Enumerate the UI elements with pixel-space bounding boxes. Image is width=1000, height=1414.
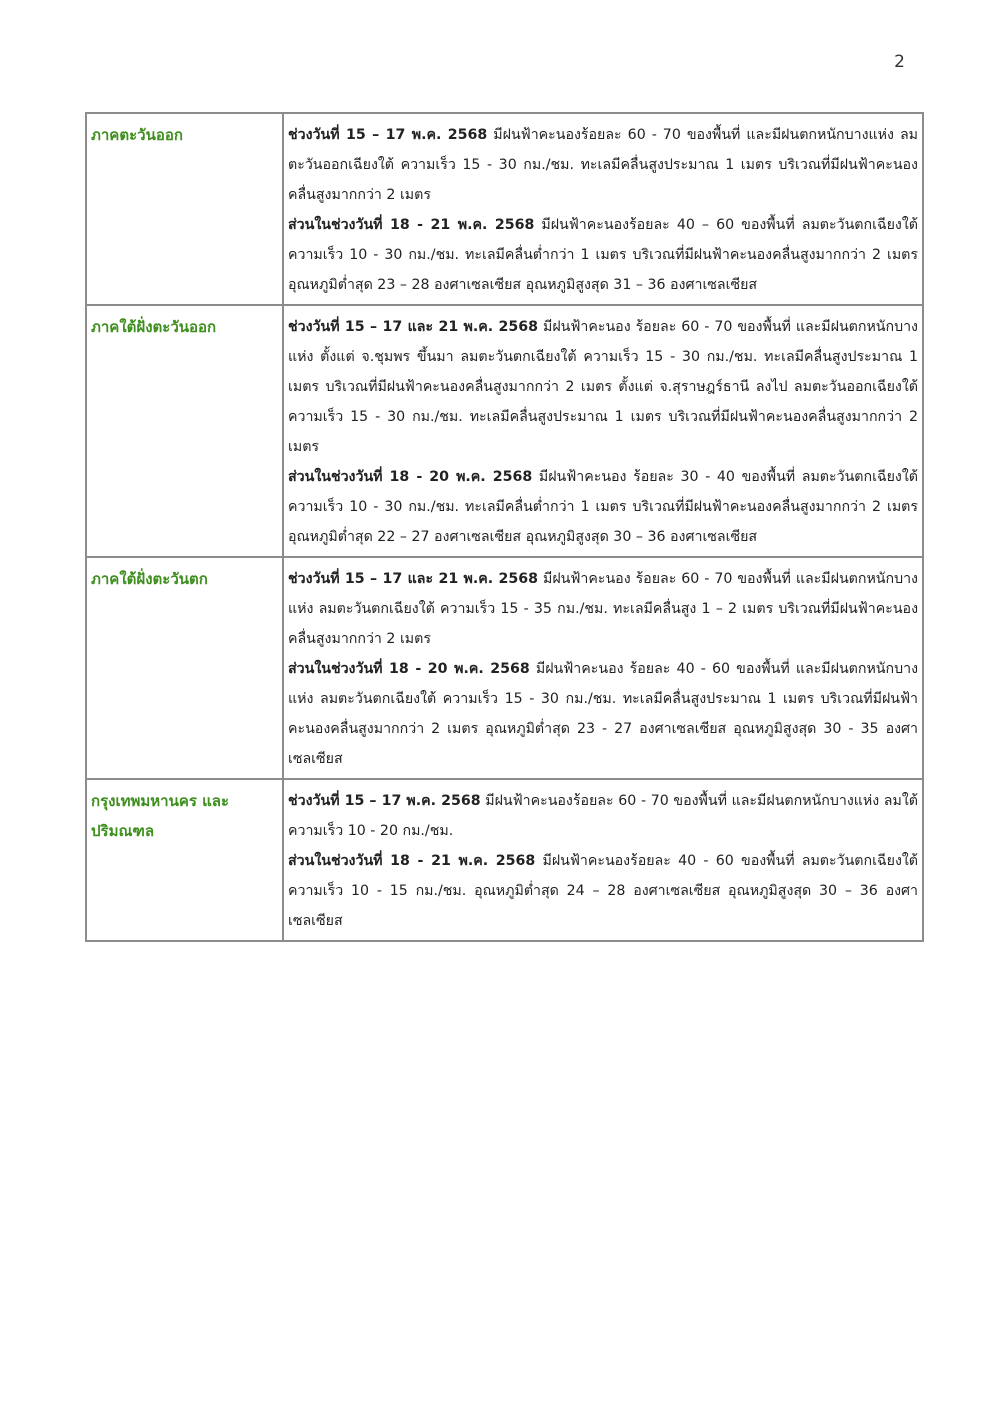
period-lead: ช่วงวันที่ 15 – 17 พ.ค. 2568 bbox=[288, 793, 481, 809]
forecast-text: มีฝนฟ้าคะนองร้อยละ 40 - 60 ของพื้นที่ ลมตะวันตกเฉียงใต้ ความเร็ว 10 - 15 กม./ชม. อุณหภูมิต่ำสุด 24 – 28 องศาเซลเซียส อุณหภูมิสูงสุด 30 – 36 องศาเซลเซียส bbox=[288, 853, 919, 929]
period-lead: ช่วงวันที่ 15 – 17 และ 21 พ.ค. 2568 bbox=[288, 571, 539, 587]
period-lead: ช่วงวันที่ 15 – 17 พ.ค. 2568 bbox=[288, 127, 488, 143]
forecast-table bbox=[85, 112, 924, 942]
forecast-text: มีฝนฟ้าคะนอง ร้อยละ 60 - 70 ของพื้นที่ และมีฝนตกหนักบางแห่ง ตั้งแต่ จ.ชุมพร ขึ้นมา ลมตะวันตกเฉียงใต้ ความเร็ว 15 - 30 กม./ชม. ทะเลมีคลื่นสูงประมาณ 1 เมตร บริเวณที่มีฝนฟ้าคะนองคลื่นสูงมากกว่า 2 เมตร ตั้งแต่ จ.สุราษฎร์ธานี ลงไป ลมตะวันออกเฉียงใต้ ความเร็ว 15 - 30 กม./ชม. ทะเลมีคลื่นสูงประมาณ 1 เมตร บริเวณที่มีฝนฟ้าคะนองคลื่นสูงมากกว่า 2 เมตร bbox=[288, 319, 918, 455]
forecast-paragraph bbox=[288, 312, 918, 462]
table-row bbox=[86, 779, 923, 941]
forecast-text: มีฝนฟ้าคะนองร้อยละ 40 – 60 ของพื้นที่ ลมตะวันตกเฉียงใต้ ความเร็ว 10 - 30 กม./ชม. ทะเลมีคลื่นต่ำกว่า 1 เมตร บริเวณที่มีฝนฟ้าคะนองคลื่นสูงมากกว่า 2 เมตร อุณหภูมิต่ำสุด 23 – 28 องศาเซลเซียส อุณหภูมิสูงสุด 31 – 36 องศาเซลเซียส bbox=[288, 217, 919, 293]
table-row bbox=[86, 557, 923, 779]
table-row bbox=[86, 113, 923, 305]
region-name: กรุงเทพมหานคร และปริมณฑล bbox=[86, 779, 283, 941]
period-lead: ส่วนในช่วงวันที่ 18 - 20 พ.ค. 2568 bbox=[288, 661, 530, 677]
forecast-detail bbox=[283, 113, 923, 305]
forecast-paragraph bbox=[288, 654, 918, 774]
forecast-detail bbox=[283, 557, 923, 779]
period-lead: ส่วนในช่วงวันที่ 18 - 21 พ.ค. 2568 bbox=[288, 853, 536, 869]
forecast-text: มีฝนฟ้าคะนอง ร้อยละ 30 - 40 ของพื้นที่ ลมตะวันตกเฉียงใต้ ความเร็ว 10 - 30 กม./ชม. ทะเลมีคลื่นต่ำกว่า 1 เมตร บริเวณที่มีฝนฟ้าคะนองคลื่นสูงมากกว่า 2 เมตร อุณหภูมิต่ำสุด 22 – 27 องศาเซลเซียส อุณหภูมิสูงสุด 30 – 36 องศาเซลเซียส bbox=[288, 469, 918, 545]
region-name: ภาคตะวันออก bbox=[86, 113, 283, 305]
forecast-paragraph bbox=[288, 210, 918, 300]
forecast-text: มีฝนฟ้าคะนองร้อยละ 60 - 70 ของพื้นที่ และมีฝนตกหนักบางแห่ง ลมใต้ ความเร็ว 10 - 20 กม./ชม. bbox=[288, 793, 918, 839]
forecast-paragraph bbox=[288, 564, 918, 654]
period-lead: ส่วนในช่วงวันที่ 18 - 20 พ.ค. 2568 bbox=[288, 469, 533, 485]
forecast-text: มีฝนฟ้าคะนอง ร้อยละ 60 - 70 ของพื้นที่ และมีฝนตกหนักบางแห่ง ลมตะวันตกเฉียงใต้ ความเร็ว 15 - 35 กม./ชม. ทะเลมีคลื่นสูง 1 – 2 เมตร บริเวณที่มีฝนฟ้าคะนองคลื่นสูงมากกว่า 2 เมตร bbox=[288, 571, 918, 647]
period-lead: ส่วนในช่วงวันที่ 18 - 21 พ.ค. 2568 bbox=[288, 217, 535, 233]
period-lead: ช่วงวันที่ 15 – 17 และ 21 พ.ค. 2568 bbox=[288, 319, 539, 335]
forecast-paragraph bbox=[288, 846, 918, 936]
forecast-text: มีฝนฟ้าคะนอง ร้อยละ 40 - 60 ของพื้นที่ และมีฝนตกหนักบางแห่ง ลมตะวันตกเฉียงใต้ ความเร็ว 15 - 30 กม./ชม. ทะเลมีคลื่นสูงประมาณ 1 เมตร บริเวณที่มีฝนฟ้าคะนองคลื่นสูงมากกว่า 2 เมตร อุณหภูมิต่ำสุด 23 - 27 องศาเซลเซียส อุณหภูมิสูงสุด 30 - 35 องศาเซลเซียส bbox=[288, 661, 918, 767]
page-number: 2 bbox=[894, 52, 905, 72]
table-row bbox=[86, 305, 923, 557]
forecast-detail bbox=[283, 779, 923, 941]
forecast-paragraph bbox=[288, 786, 918, 846]
region-name: ภาคใต้ฝั่งตะวันตก bbox=[86, 557, 283, 779]
forecast-paragraph bbox=[288, 462, 918, 552]
forecast-detail bbox=[283, 305, 923, 557]
region-name: ภาคใต้ฝั่งตะวันออก bbox=[86, 305, 283, 557]
forecast-paragraph bbox=[288, 120, 918, 210]
forecast-text: มีฝนฟ้าคะนองร้อยละ 60 - 70 ของพื้นที่ และมีฝนตกหนักบางแห่ง ลมตะวันออกเฉียงใต้ ความเร็ว 15 - 30 กม./ชม. ทะเลมีคลื่นสูงประมาณ 1 เมตร บริเวณที่มีฝนฟ้าคะนองคลื่นสูงมากกว่า 2 เมตร bbox=[288, 127, 918, 203]
